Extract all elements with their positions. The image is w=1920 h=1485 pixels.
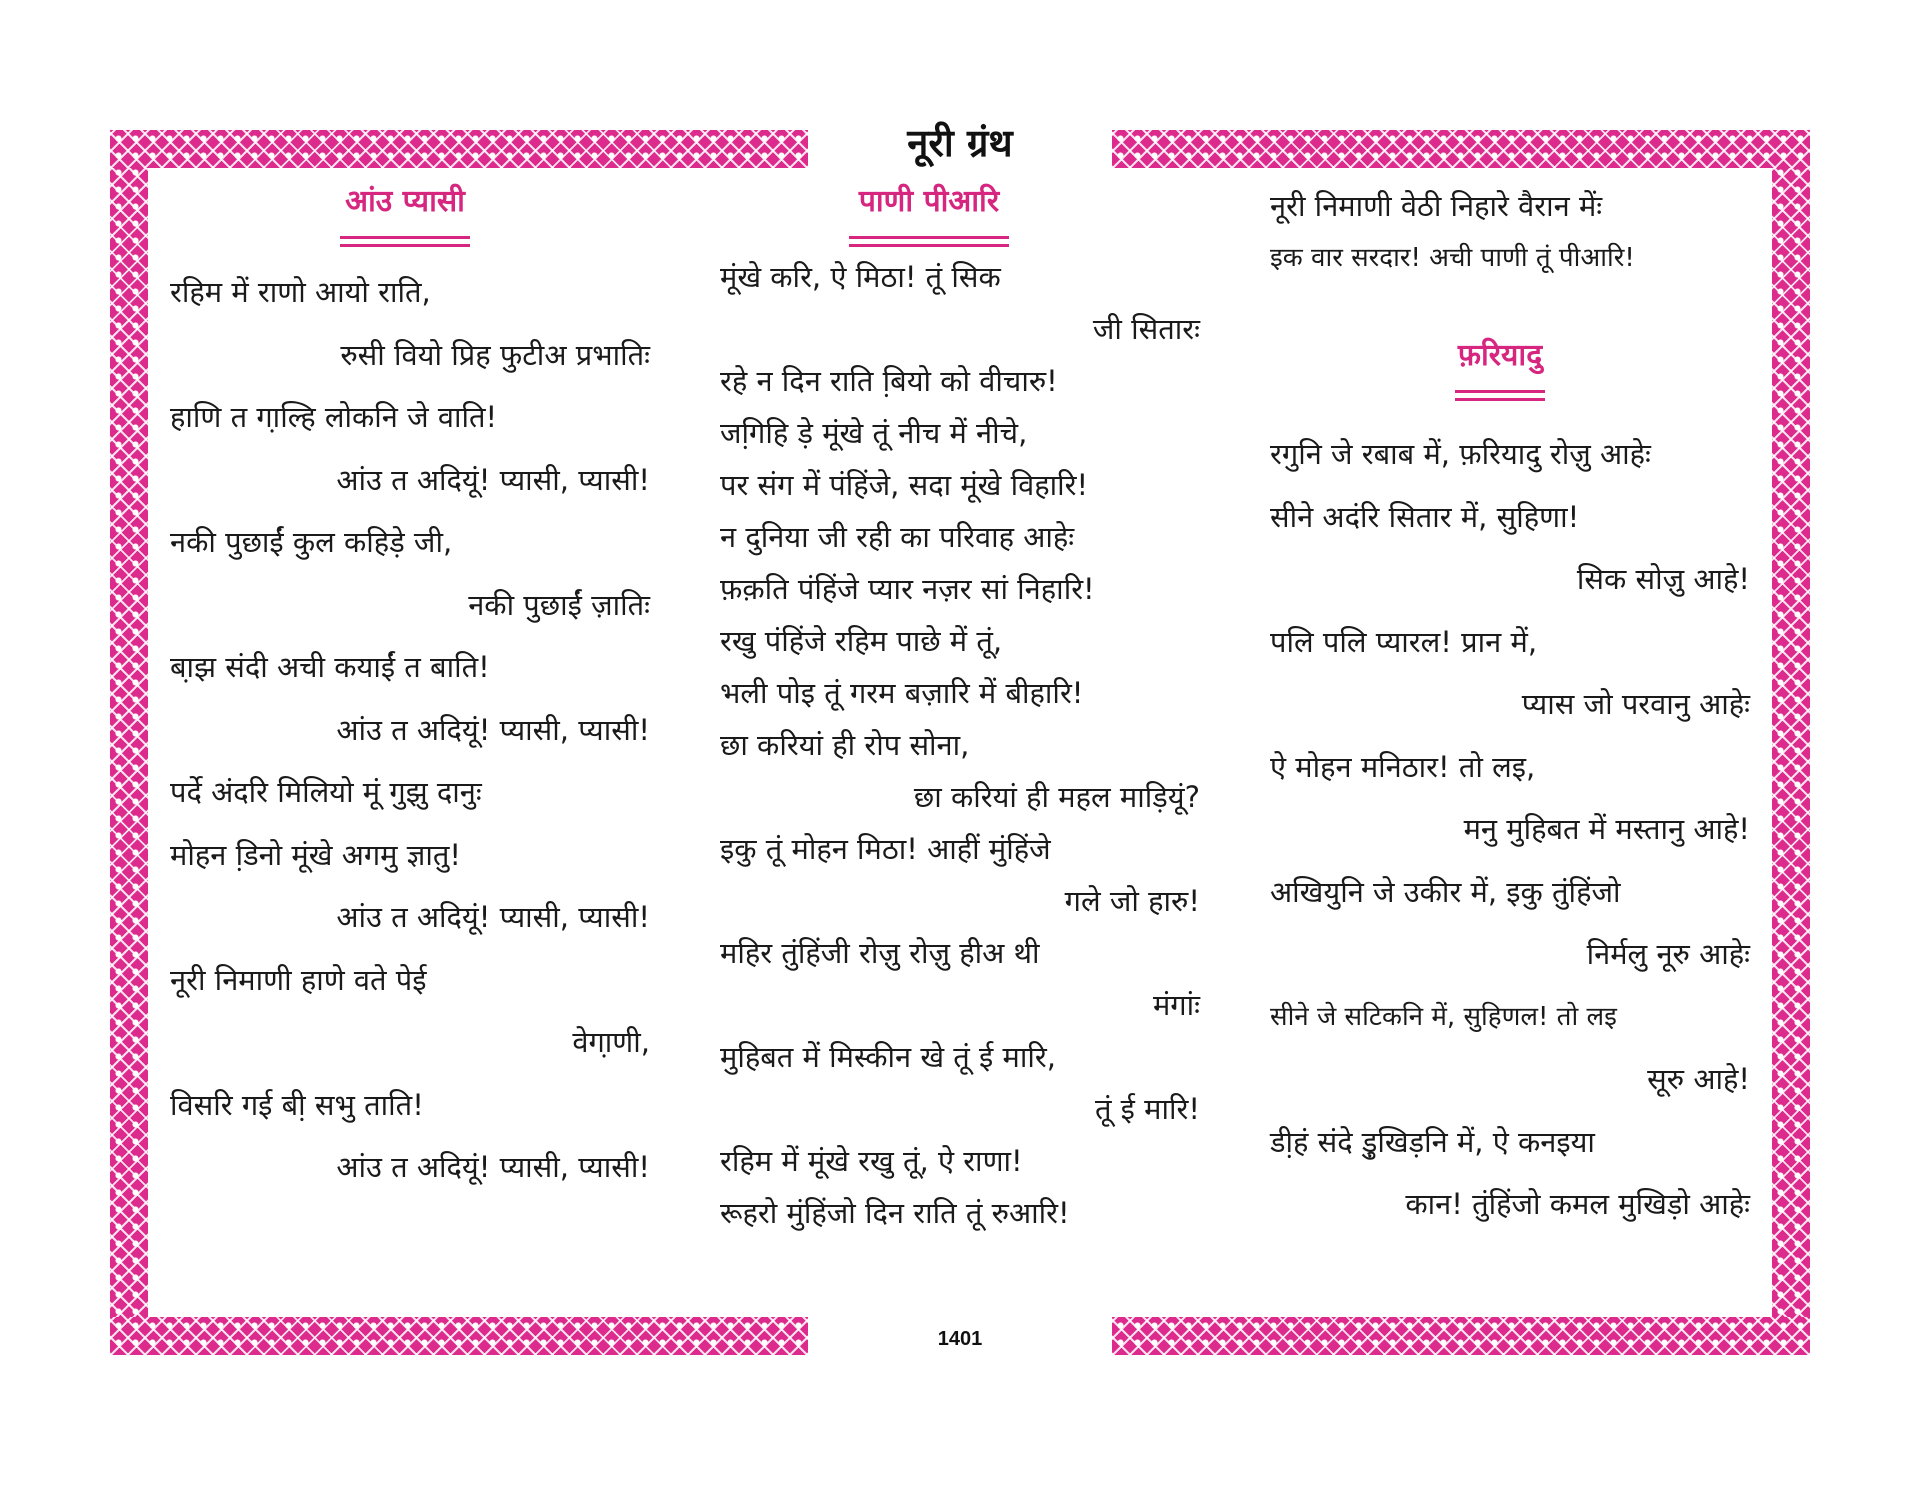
poem-line: सीने जे सटिकनि में, सुहिणल! तो लइ [1270, 1001, 1617, 1032]
poem-line: मनु मुहिबत में मस्तानु आहे! [1463, 812, 1750, 846]
heading-underline-2 [1455, 398, 1545, 401]
poem-line: पर संग में पंहिंजे, सदा मूंखे विहारि! [720, 468, 1089, 502]
column-3 [1270, 180, 1750, 1236]
poem-line: आंउ त अदियूं! प्यासी, प्यासी! [336, 462, 650, 497]
poem-line: पलि पलि प्यारल! प्रान में, [1270, 624, 1538, 659]
poem-line: सीने अदंरि सितार में, सुहिणा! [1270, 499, 1580, 534]
poem-line: आंउ त अदियूं! प्यासी, प्यासी! [336, 900, 650, 934]
poem-line: सिक सोजु़ आहे! [1576, 562, 1750, 596]
poem-line: बा़झ संदी अची कयाईं त बाति! [170, 650, 490, 684]
poem-line: भली पोइ तूं गरम बज़ारि में बीहारि! [720, 676, 1084, 710]
column-1 [170, 182, 650, 1199]
poem-body [1270, 423, 1750, 1236]
heading-underline [340, 236, 470, 239]
column-2 [720, 182, 1200, 1239]
poem-line: नकी पुछाईं ज़ातिः [468, 587, 650, 622]
poem-line: छा करियां ही महल माड़ियूं? [913, 780, 1200, 814]
poem-line: आंउ त अदियूं! प्यासी, प्यासी! [336, 1150, 650, 1184]
poem-line: इकु तूं मोहन मिठा! आहीं मुंहिंजे [720, 832, 1051, 866]
book-title: नूरी ग्रंथ [907, 121, 1013, 165]
poem-line: पर्दे अंदरि मिलियो मूं गुझु दानुः [170, 775, 482, 809]
poem-line: डी़हं संदे डु़खिड़नि में, ऐ कनइया [1270, 1124, 1595, 1159]
poem-line: जी सितारः [1092, 312, 1200, 346]
poem-line: फ़क़ति पंहिंजे प्यार नज़र सां निहारि! [720, 572, 1095, 606]
poem-line: मंगांः [1152, 988, 1200, 1022]
poem-line: अखियुनि जे उकीर में, इकु तुंहिंजो [1270, 874, 1621, 909]
poem-line: वेगा़णी, [572, 1025, 650, 1059]
poem-line: रहे न दिन राति बि़यो को वीचारु! [720, 364, 1058, 398]
border-right [1772, 130, 1810, 1355]
heading-underline [1455, 390, 1545, 393]
border-left [110, 130, 148, 1355]
poem-line: नूरी निमाणी वेठी निहारे वैरान मेंः [1270, 189, 1603, 223]
poem-line: जगि़हि डे़ मूंखे तूं नीच में नीचे, [720, 416, 1028, 450]
poem-line: छा करियां ही रोप सोना, [720, 728, 970, 762]
poem-line: इक वार सरदार! अची पाणी तूं पीआरि! [1270, 243, 1635, 273]
poem-line: महिर तुंहिंजी रोजु़ रोजु़ हीअ थी [720, 936, 1040, 970]
poem-line: गले जो हारु! [1064, 884, 1200, 918]
poem-line: रहिम में मूंखे रखु तूं, ऐ राणा! [720, 1144, 1023, 1178]
poem-line: रहिम में राणो आयो राति, [170, 275, 431, 309]
poem-line: आंउ त अदियूं! प्यासी, प्यासी! [336, 712, 650, 747]
poem-line: रगुनि जे रबाब में, फ़रियादु रोजु़ आहेः [1270, 437, 1651, 471]
poem-line: विसरि गई बी़ सभु ताति! [170, 1087, 424, 1122]
poem-line: नकी पुछाईं कुल कहिड़े जी, [170, 525, 453, 559]
heading-underline [849, 236, 1009, 239]
poem-line: हाणि त गा़ल्हि लोकनि जे वाति! [170, 400, 498, 434]
poem-line: मूंखे करि, ऐ मिठा! तूं सिक [720, 260, 1001, 294]
poem-line: नूरी निमाणी हाणे वते पेई [170, 962, 427, 997]
poem-line: रूहरो मुंहिंजो दिन राति तूं रुआरि! [720, 1196, 1070, 1230]
poem-line: निर्मलु नूरु आहेः [1586, 937, 1750, 971]
poem-line: ऐ मोहन मनिठार! तो लइ, [1270, 749, 1536, 784]
heading-underline-2 [849, 244, 1009, 247]
poem-line: सूरु आहे! [1647, 1062, 1750, 1096]
poem-heading-pani-piari: पाणी पीआरि [858, 184, 1000, 219]
poem-line: कान! तुंहिंजो कमल मुखिड़ो आहेः [1405, 1187, 1750, 1221]
poem-line: तूं ई मारि! [1094, 1092, 1200, 1126]
poem-line: प्यास जो परवानु आहेः [1521, 687, 1750, 721]
poem-body [720, 251, 1200, 1239]
poem-heading-fariyadu: फ़रियादु [1457, 338, 1543, 373]
poem-line: मुहिबत में मिस्कीन खे तूं ई मारि, [720, 1040, 1056, 1074]
poem-line: रुसी वियो प्रिह फुटीअ प्रभातिः [340, 337, 650, 372]
poem-heading-aaun-pyasi: आंउ प्यासी [345, 184, 465, 219]
heading-underline-2 [340, 244, 470, 247]
poem-line: मोहन डि़नो मूंखे अगमु ज्ञातु! [170, 837, 461, 872]
poem-body [170, 261, 650, 1199]
poem-line: रखु पंहिंजे रहिम पाछे में तूं, [720, 624, 1003, 658]
page-number: 1401 [937, 1328, 983, 1350]
poem-line: न दुनिया जी रही का परिवाह आहेः [720, 520, 1075, 554]
